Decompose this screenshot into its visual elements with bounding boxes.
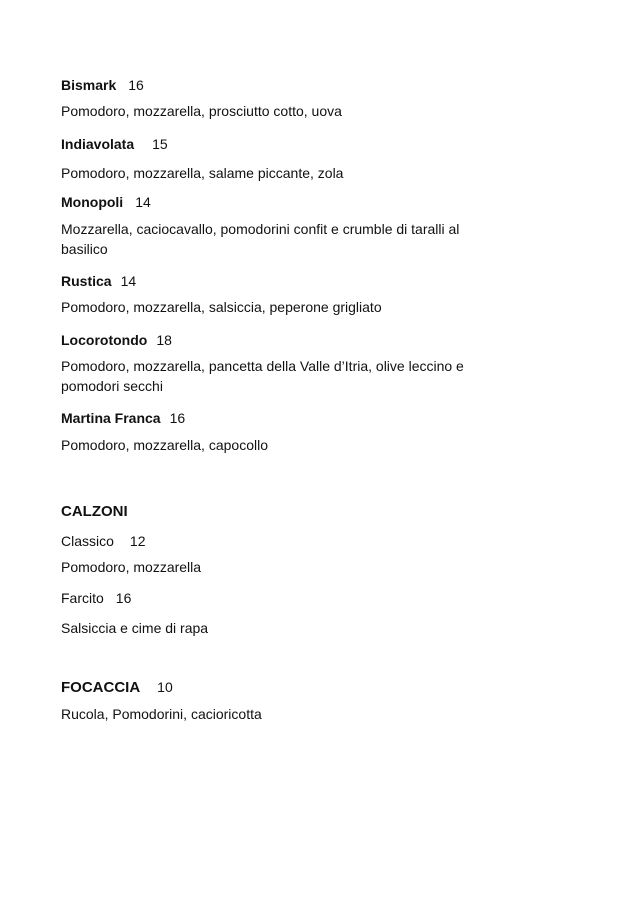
item-name: Rustica <box>61 273 112 289</box>
section-heading-calzoni: CALZONI <box>61 503 128 520</box>
item-price: 10 <box>157 679 173 695</box>
item-price: 16 <box>128 77 144 93</box>
menu-item-title <box>61 408 501 428</box>
item-name: Indiavolata <box>61 136 135 152</box>
menu-item-title <box>61 677 501 698</box>
menu-item-title <box>61 588 501 608</box>
item-description: Pomodoro, mozzarella <box>61 559 202 575</box>
item-description: Pomodoro, mozzarella, salame piccante, zola <box>61 165 344 181</box>
item-name: Locorotondo <box>61 332 148 348</box>
item-name: Martina Franca <box>61 410 161 426</box>
menu-item-title <box>61 330 501 350</box>
item-description: Rucola, Pomodorini, cacioricotta <box>61 706 262 722</box>
item-price: 14 <box>120 273 137 289</box>
item-description: Pomodoro, mozzarella, capocollo <box>61 437 268 453</box>
item-price: 14 <box>135 194 151 210</box>
menu-item-title <box>61 192 501 212</box>
item-price: 16 <box>115 590 132 606</box>
item-price: 15 <box>152 136 168 152</box>
item-description: Pomodoro, mozzarella, pancetta della Valle d’Itria, olive leccino e pomodori secchi <box>61 358 464 394</box>
item-price: 18 <box>156 332 172 348</box>
item-description: Pomodoro, mozzarella, salsiccia, peperone grigliato <box>61 299 382 315</box>
menu-item-title <box>61 271 501 291</box>
item-price: 16 <box>169 410 186 426</box>
item-name: Monopoli <box>61 194 124 210</box>
item-name: Classico <box>61 533 114 549</box>
item-description: Mozzarella, caciocavallo, pomodorini confit e crumble di taralli al basilico <box>61 221 460 257</box>
item-price: 12 <box>129 533 146 549</box>
item-name: Farcito <box>61 590 104 606</box>
menu-item-title <box>61 531 501 551</box>
item-description: Salsiccia e cime di rapa <box>61 620 209 636</box>
menu-item-title <box>61 134 501 154</box>
item-name: Bismark <box>61 77 117 93</box>
section-heading-focaccia: FOCACCIA <box>61 679 141 696</box>
item-description: Pomodoro, mozzarella, prosciutto cotto, uova <box>61 103 342 119</box>
menu-item-title <box>61 75 501 95</box>
